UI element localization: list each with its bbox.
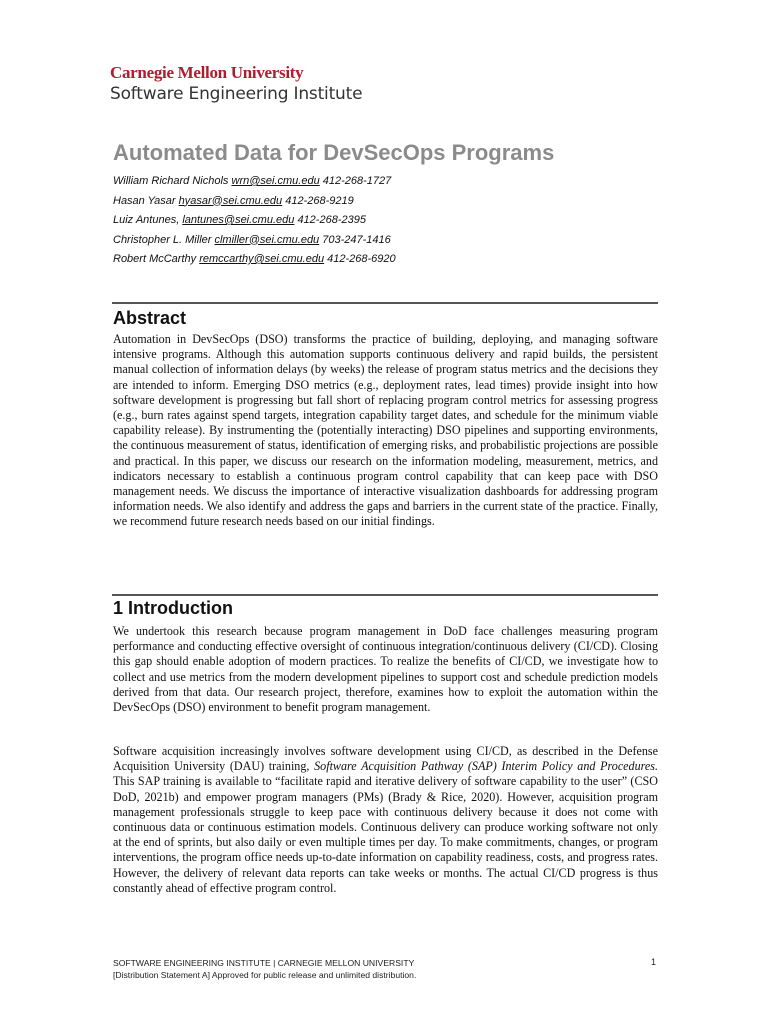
author-line: Robert McCarthy remccarthy@sei.cmu.edu 412-268-6920 (113, 253, 396, 265)
author-line: Luiz Antunes, lantunes@sei.cmu.edu 412-268-2395 (113, 214, 366, 226)
author-list (113, 172, 396, 270)
author-email-link[interactable]: wrn@sei.cmu.edu (231, 175, 320, 187)
section-divider (112, 594, 658, 596)
author-email-link[interactable]: clmiller@sei.cmu.edu (214, 233, 320, 246)
author-line: Hasan Yasar hyasar@sei.cmu.edu 412-268-9219 (113, 194, 354, 207)
paper-title: Automated Data for DevSecOps Programs (113, 140, 555, 165)
footer-affiliation: SOFTWARE ENGINEERING INSTITUTE | CARNEGIE MELLON UNIVERSITY (113, 958, 415, 968)
author-line: William Richard Nichols wrn@sei.cmu.edu 412-268-1727 (113, 175, 392, 187)
institute-name: Software Engineering Institute (110, 84, 363, 104)
section-divider (112, 302, 658, 304)
page-footer (113, 957, 416, 981)
author-email-link[interactable]: lantunes@sei.cmu.edu (182, 214, 295, 226)
author-email-link[interactable]: hyasar@sei.cmu.edu (178, 194, 283, 207)
abstract-heading: Abstract (113, 308, 187, 328)
introduction-heading: 1 Introduction (113, 598, 233, 618)
author-line: Christopher L. Miller clmiller@sei.cmu.edu 703-247-1416 (113, 233, 391, 246)
introduction-paragraph-1: We undertook this research because program management in DoD face challenges measuring program performance and conducting effective oversight of continuous integration/continuous delivery (CI/CD). Closing this gap should enable adoption of modern practices. To realize the benefits of CI/CD, we investigate how to collect and use metrics from the modern development pipelines to support cost and schedule prediction models derived from that data. Our research project, therefore, examines how to exploit the automation within the DevSecOps (DSO) environment to benefit program management. (113, 624, 658, 715)
abstract-text: Automation in DevSecOps (DSO) transforms the practice of building, deploying, and managing software intensive programs. Although this automation supports continuous delivery and rapid builds, the persistent manual collection of information delays (by weeks) the release of program status metrics and the decisions they are intended to inform. Emerging DSO metrics (e.g., deployment rates, lead times) provide insight into how software development is progressing but fall short of replacing program control metrics for assessing progress (e.g., burn rates against spend targets, integration capability target dates, and schedule for the minimum viable capability release). By instrumenting the (potentially interacting) DSO pipelines and supporting environments, the continuous measurement of status, identification of emerging risks, and probabilistic projections are possible and practical. In this paper, we discuss our research on the information modeling, measurement, metrics, and indicators necessary to establish a continuous program control capability that can keep pace with DSO management needs. We discuss the importance of interactive visualization dashboards for addressing program information needs. We also identify and address the gaps and barriers in the current state of the practice. Finally, we recommend future research needs based on our initial findings. (113, 332, 658, 529)
page-number: 1 (651, 957, 657, 967)
introduction-paragraph-2: Software acquisition increasingly involves software development using CI/CD, as described in the Defense Acquisition University (DAU) training, Software Acquisition Pathway (SAP) Interim Policy and Procedures. This SAP training is available to “facilitate rapid and iterative delivery of software capability to the user” (CSO DoD, 2021b) and empower program managers (PMs) (Brady & Rice, 2020). However, acquisition program management professionals struggle to keep pace with continuous delivery because it does not come with continuous data or continuous estimation models. Continuous delivery can produce working software not only at the end of sprints, but also daily or even multiple times per day. To make commitments, changes, or program interventions, the program office needs up-to-date information on capability readiness, costs, and progress rates. However, the delivery of relevant data reports can take weeks or months. The actual CI/CD progress is thus constantly ahead of effective program control. (113, 744, 658, 895)
author-email-link[interactable]: remccarthy@sei.cmu.edu (199, 253, 325, 265)
university-logo: Carnegie Mellon University (110, 63, 304, 82)
distribution-statement: [Distribution Statement A] Approved for public release and unlimited distribution. (113, 970, 417, 980)
